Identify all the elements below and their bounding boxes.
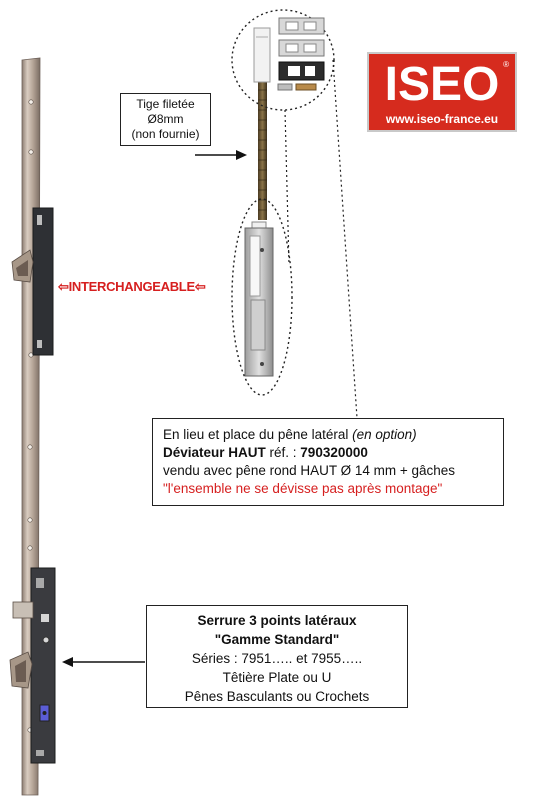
logo-wordmark: ISEO (384, 58, 500, 111)
main-lock-case (31, 568, 55, 763)
rod-arrow (195, 150, 247, 160)
lock-line-4: Têtière Plate ou U (222, 670, 332, 685)
rod-callout (120, 93, 211, 146)
deviator-ref: 790320000 (300, 445, 368, 460)
latch-bolt (13, 602, 33, 618)
deviator-name: Déviateur HAUT (163, 445, 266, 460)
deviator-line-1-italic: (en option) (352, 427, 417, 442)
deviator-line-3: vendu avec pêne rond HAUT Ø 14 mm + gâches (163, 463, 456, 478)
rod-line-2: Ø8mm (147, 112, 184, 126)
interchangeable-label: ⇦INTERCHANGEABLE⇦ (58, 279, 206, 294)
strike-plates (278, 18, 324, 90)
lock-line-3: Séries : 7951….. et 7955….. (191, 651, 363, 666)
deviator-line-1 (163, 426, 503, 444)
iseo-logo[interactable] (367, 52, 517, 132)
deviator-ref-label: réf. : (265, 445, 301, 460)
lock-line-5: Pênes Basculants ou Crochets (184, 689, 370, 704)
lock-arrow (62, 657, 145, 667)
upper-latch-case (33, 208, 53, 355)
logo-url: www.iseo-france.eu (385, 112, 499, 126)
rod-line-3: (non fournie) (131, 127, 200, 141)
rod-line-1: Tige filetée (136, 97, 195, 111)
logo-registered-mark: ® (503, 60, 509, 69)
lock-line-2: "Gamme Standard" (214, 632, 340, 647)
lock-line-1: Serrure 3 points latéraux (197, 613, 357, 628)
deviator-line-1-main: En lieu et place du pêne latéral (163, 427, 353, 442)
lock-callout (146, 605, 408, 708)
deviator-callout (152, 418, 504, 506)
deviator-warning: "l'ensemble ne se dévisse pas après montage" (163, 481, 443, 496)
deviator-line-2 (163, 444, 503, 462)
deviator-part (245, 222, 273, 376)
